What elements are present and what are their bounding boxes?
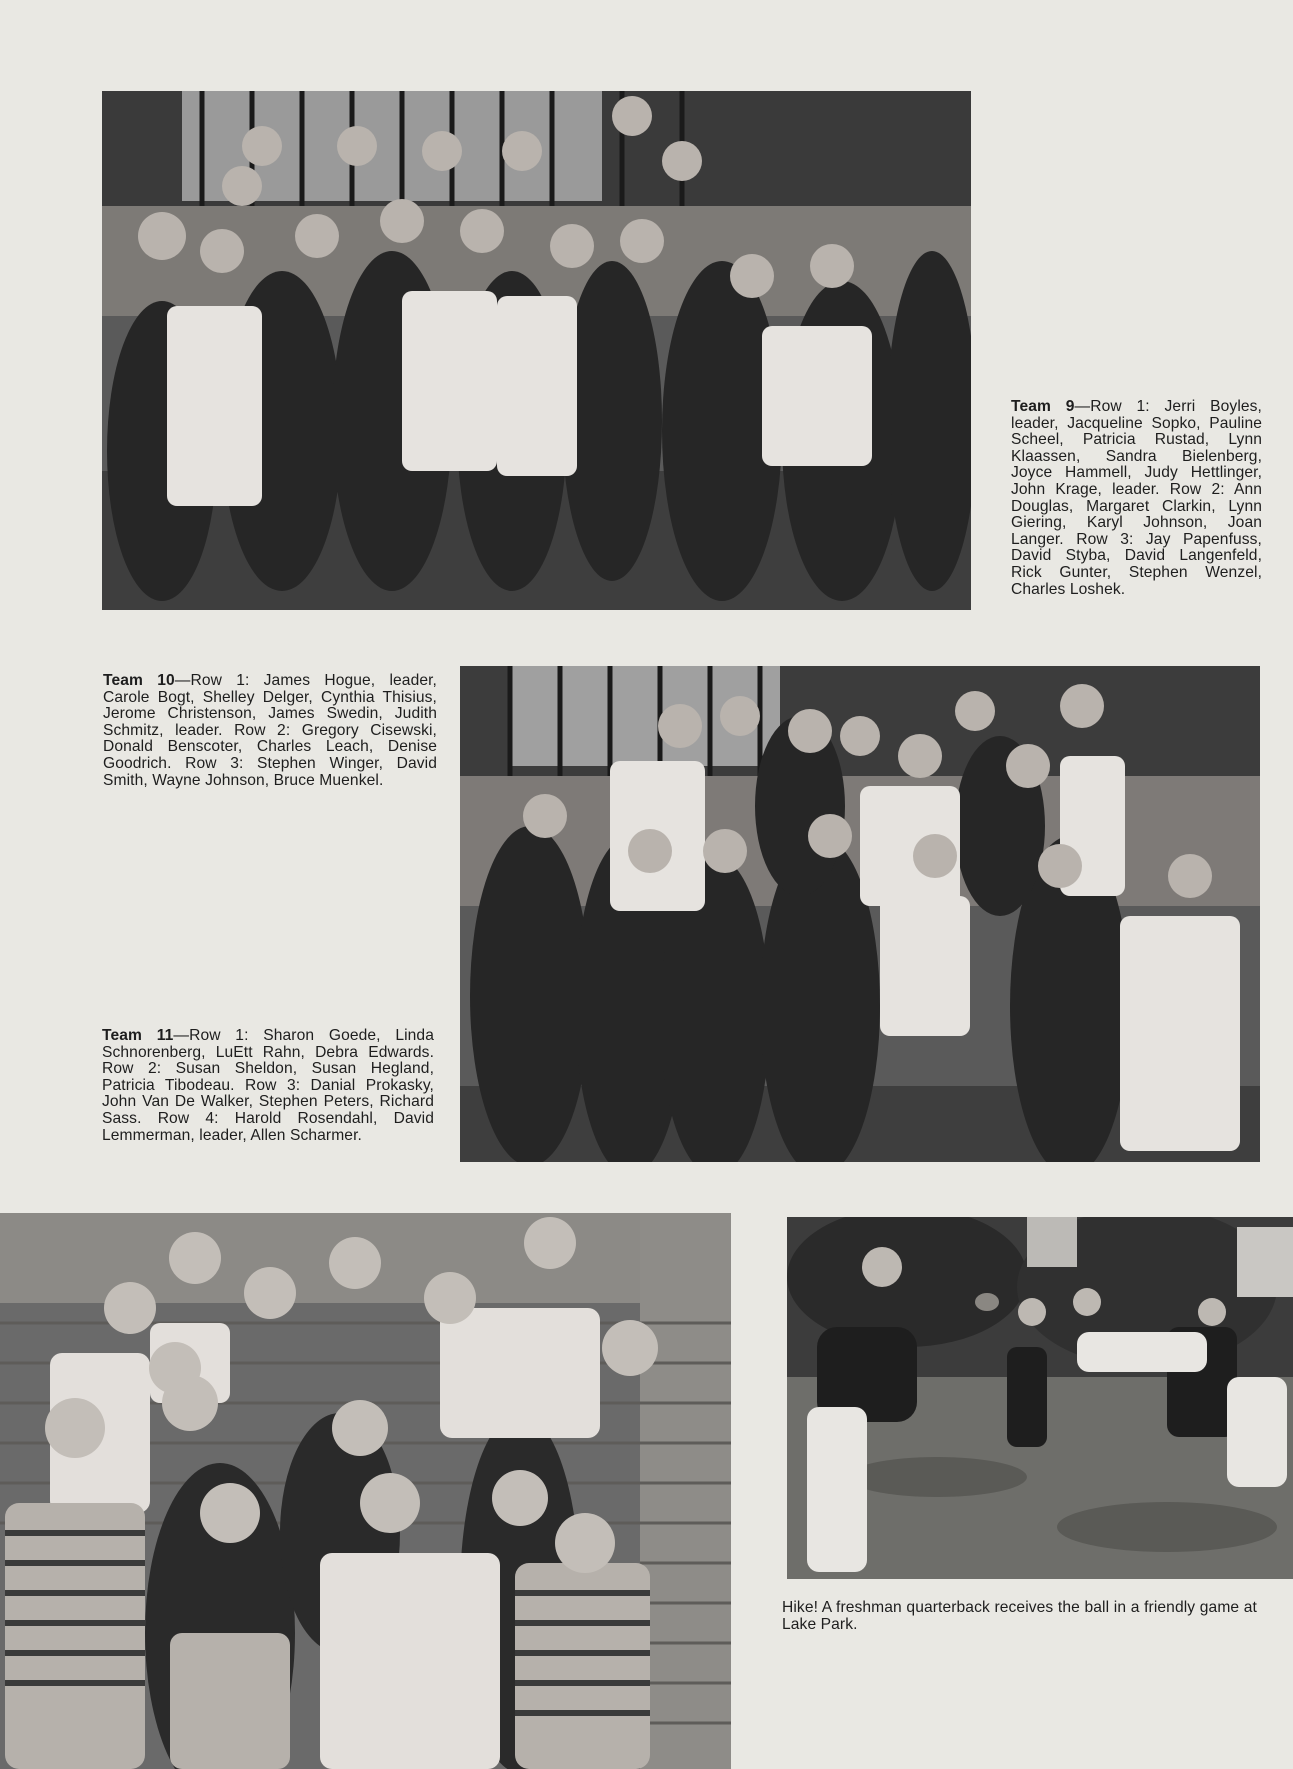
team-11-names: —Row 1: Sharon Goede, Linda Schnorenberg, LuEtt Rahn, Debra Edwards. Row 2: Susan Sheldon, Susan Hegland, Patricia Tibodeau. Row 3: Danial Prokasky, John Van De Walker, Stephen Peters, Richard Sass. Row 4: Harold Rosendahl, David Lemmerman, leader, Allen Scharmer. — [102, 1027, 434, 1144]
team-11-photo — [0, 1213, 731, 1769]
team-10-photo — [460, 666, 1260, 1162]
team-11-caption — [102, 1028, 434, 1144]
team-9-names: —Row 1: Jerri Boyles, leader, Jacqueline Sopko, Pauline Scheel, Patricia Rustad, Lynn Klaassen, Sandra Bielenberg, Joyce Hammell, Judy Hettlinger, John Krage, leader. Row 2: Ann Douglas, Margaret Clarkin, Lynn Giering, Karyl Johnson, Joan Langer. Row 3: Jay Papenfuss, David Styba, David Langenfeld, Rick Gunter, Stephen Wenzel, Charles Loshek. — [1011, 398, 1262, 598]
team-10-names: —Row 1: James Hogue, leader, Carole Bogt, Shelley Delger, Cynthia Thisius, Jerome Christenson, James Swedin, Judith Schmitz, leader. Row 2: Gregory Cisewski, Donald Benscoter, Charles Leach, Denise Goodrich. Row 3: Stephen Winger, David Smith, Wayne Johnson, Bruce Muenkel. — [103, 672, 437, 789]
team-10-label: Team 10 — [103, 672, 175, 689]
team-9-label: Team 9 — [1011, 398, 1075, 415]
team-10-caption — [103, 673, 437, 789]
football-game-photo — [787, 1217, 1293, 1579]
football-caption-text: Hike! A freshman quarterback receives the ball in a friendly game at Lake Park. — [782, 1599, 1257, 1633]
football-caption — [782, 1600, 1257, 1633]
team-9-caption — [1011, 399, 1262, 598]
team-11-label: Team 11 — [102, 1027, 174, 1044]
team-9-photo — [102, 91, 971, 610]
